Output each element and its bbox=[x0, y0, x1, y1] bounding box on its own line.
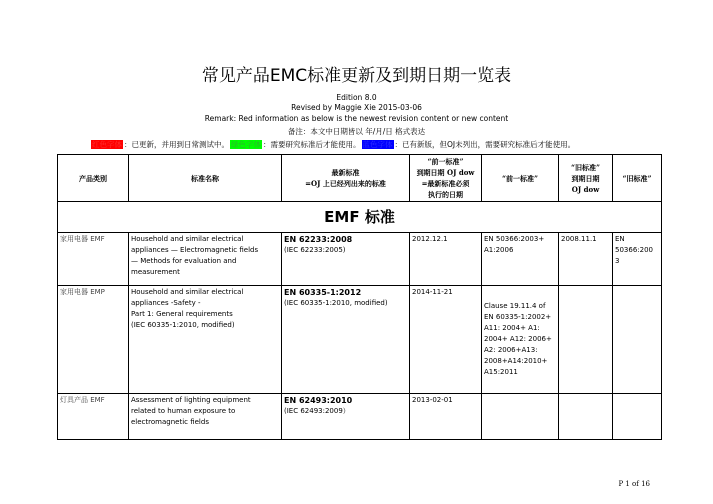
row-latest bbox=[282, 233, 410, 286]
section-title: EMF 标准 bbox=[58, 202, 662, 233]
latest-standard-ref: (IEC 62233:2005) bbox=[284, 246, 346, 254]
latest-standard-ref: (IEC 60335-1:2010, modified) bbox=[284, 299, 388, 307]
header-old-doc: “旧标准” 到期日期 OJ dow bbox=[559, 155, 613, 202]
latest-standard-ref: (IEC 62493:2009） bbox=[284, 407, 350, 415]
standards-table bbox=[57, 154, 662, 440]
row-old bbox=[613, 286, 662, 394]
date-format-note: 备注：本文中日期皆以 年/月/日 格式表达 bbox=[287, 127, 426, 136]
row-old-doc: 2008.11.1 bbox=[559, 233, 613, 286]
legend-red-tag: 红色字体 bbox=[92, 140, 122, 149]
row-name: Household and similar electrical appliances -Safety - Part 1: General requirements (IEC 60335-1:2010, modified) bbox=[129, 286, 282, 394]
row-prev-doc: 2014-11-21 bbox=[410, 286, 482, 394]
edition-line: Edition 8.0 bbox=[336, 93, 377, 102]
row-prev-doc: 2013-02-01 bbox=[410, 394, 482, 440]
row-category: 灯具产品 EMF bbox=[58, 394, 129, 440]
table-header-row bbox=[58, 155, 662, 202]
header-prev-doc: “前一标准” 到期日期 OJ dow =最新标准必须 执行的日期 bbox=[410, 155, 482, 202]
header-old: “旧标准” bbox=[613, 155, 662, 202]
row-prev-doc: 2012.12.1 bbox=[410, 233, 482, 286]
row-category: 家用电器 EMF bbox=[58, 233, 129, 286]
table-row bbox=[58, 233, 662, 286]
row-prev bbox=[482, 394, 559, 440]
latest-standard-number: EN 62233:2008 bbox=[284, 235, 353, 244]
table-row bbox=[58, 394, 662, 440]
page-number: P 1 of 16 bbox=[618, 480, 650, 488]
table-row bbox=[58, 286, 662, 394]
row-name: Household and similar electrical appliances — Electromagnetic fields — Methods for evaluation and measurement bbox=[129, 233, 282, 286]
row-old-doc bbox=[559, 286, 613, 394]
legend-green-text: ：需要研究标准后才能使用。 bbox=[263, 140, 361, 149]
remark-line: Remark: Red information as below is the newest revision content or new content bbox=[204, 114, 509, 123]
legend-green-tag: 绿色字体 bbox=[231, 140, 261, 149]
document-title: 常见产品EMC标准更新及到期日期一览表 bbox=[201, 66, 512, 86]
row-name: Assessment of lighting equipment related to human exposure to electromagnetic fields bbox=[129, 394, 282, 440]
row-category: 家用电器 EMP bbox=[58, 286, 129, 394]
row-latest bbox=[282, 286, 410, 394]
row-old: EN 50366:200 3 bbox=[613, 233, 662, 286]
header-category: 产品类别 bbox=[58, 155, 129, 202]
header-prev: “前一标准” bbox=[482, 155, 559, 202]
section-row bbox=[58, 202, 662, 233]
header-name: 标准名称 bbox=[129, 155, 282, 202]
row-old-doc bbox=[559, 394, 613, 440]
row-old bbox=[613, 394, 662, 440]
legend-blue-tag: 蓝色字体 bbox=[362, 140, 393, 149]
header-latest: 最新标准 =OJ 上已经列出来的标准 bbox=[282, 155, 410, 202]
latest-standard-number: EN 60335-1:2012 bbox=[284, 288, 362, 297]
legend-blue-text: ：已有新版，但OJ未列出，需要研究标准后才能使用。 bbox=[394, 140, 576, 149]
row-latest bbox=[282, 394, 410, 440]
revised-line: Revised by Maggie Xie 2015-03-06 bbox=[291, 103, 422, 112]
latest-standard-number: EN 62493:2010 bbox=[284, 396, 353, 405]
color-legend bbox=[91, 139, 576, 150]
legend-red-text: ：已更新，并用到日常测试中。 bbox=[124, 140, 229, 149]
row-prev: Clause 19.11.4 of EN 60335-1:2002+ A11: 2004+ A1: 2004+ A12: 2006+ A2: 2006+A13: 2008+A14:2010+ A15:2011 bbox=[482, 286, 559, 394]
row-prev: EN 50366:2003+ A1:2006 bbox=[482, 233, 559, 286]
